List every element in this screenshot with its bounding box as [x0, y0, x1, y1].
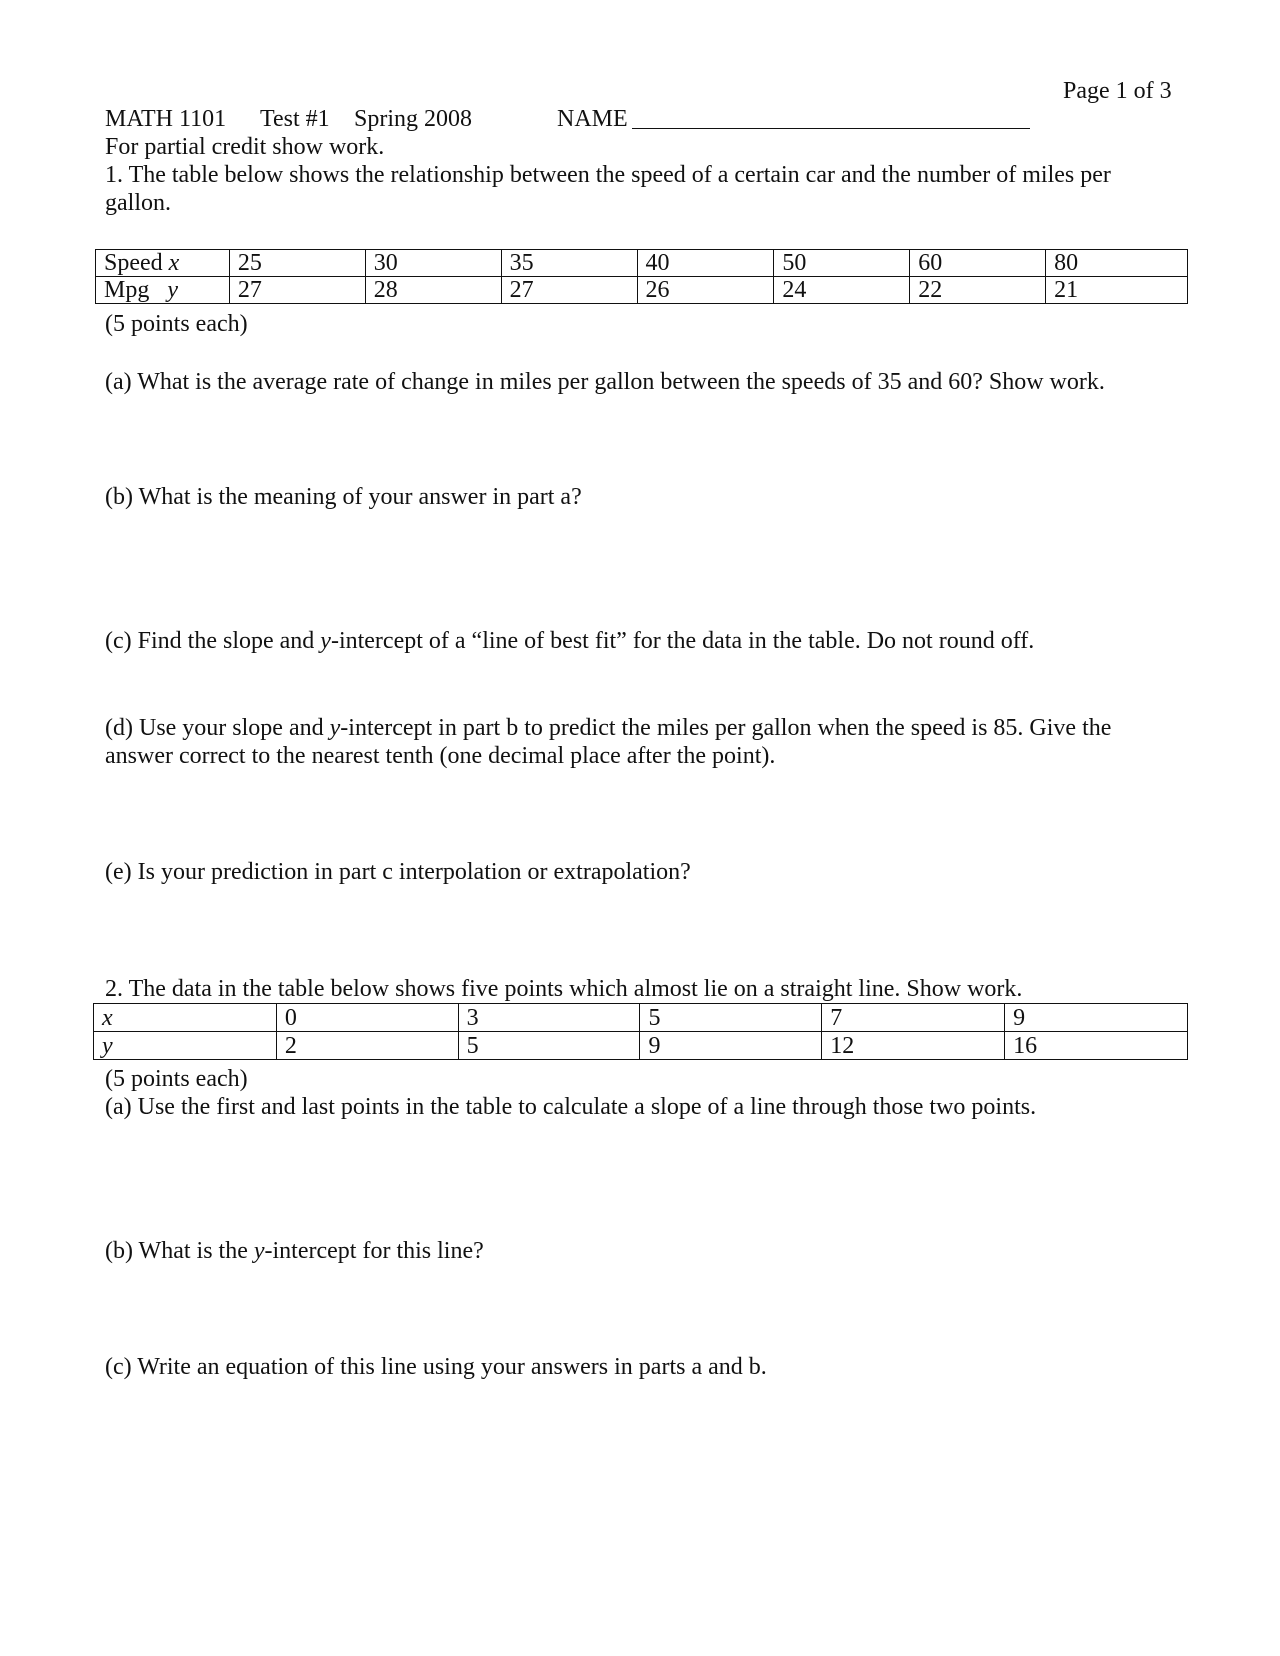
- table-cell: 5: [640, 1004, 822, 1032]
- test-term: Spring 2008: [354, 106, 473, 132]
- table-cell: 7: [822, 1004, 1005, 1032]
- table-cell: 30: [365, 250, 501, 277]
- xy-table: [93, 1003, 1188, 1060]
- table-cell: 27: [501, 277, 637, 304]
- table-cell: 60: [910, 250, 1046, 277]
- table-cell: 12: [822, 1032, 1005, 1060]
- table-row: [96, 250, 1188, 277]
- q2-part-a: (a) Use the first and last points in the table to calculate a slope of a line through those two points.: [105, 1094, 1037, 1120]
- q1-number: 1.: [105, 162, 123, 188]
- q1-part-c: (c) Find the slope and y-intercept of a “line of best fit” for the data in the table. Do not round off.: [105, 628, 1035, 654]
- row-header-mpg: Mpg y: [96, 277, 230, 304]
- table-row: [94, 1032, 1188, 1060]
- test-number: Test #1: [260, 106, 330, 132]
- q1-part-e: (e) Is your prediction in part c interpolation or extrapolation?: [105, 859, 691, 885]
- name-label: NAME: [557, 106, 628, 132]
- instructions: For partial credit show work.: [105, 134, 385, 160]
- table-cell: 9: [1005, 1004, 1188, 1032]
- table-cell: 27: [229, 277, 365, 304]
- table-cell: 0: [276, 1004, 458, 1032]
- table-row: [96, 277, 1188, 304]
- table-cell: 16: [1005, 1032, 1188, 1060]
- row-header-y: y: [94, 1032, 277, 1060]
- table-cell: 25: [229, 250, 365, 277]
- table-cell: 5: [458, 1032, 640, 1060]
- table-row: [94, 1004, 1188, 1032]
- row-header-speed: Speed x: [96, 250, 230, 277]
- course-code: MATH 1101: [105, 106, 227, 132]
- table-cell: 2: [276, 1032, 458, 1060]
- q1-intro: [105, 161, 1111, 189]
- page-number: Page 1 of 3: [1063, 78, 1172, 104]
- q1-points-note: (5 points each): [105, 311, 248, 337]
- table-cell: 35: [501, 250, 637, 277]
- q2-part-c: (c) Write an equation of this line using your answers in parts a and b.: [105, 1354, 767, 1380]
- q1-intro-line2: gallon.: [105, 190, 171, 216]
- table-cell: 22: [910, 277, 1046, 304]
- table-cell: 50: [774, 250, 910, 277]
- table-cell: 26: [637, 277, 774, 304]
- q1-part-a: (a) What is the average rate of change in miles per gallon between the speeds of 35 and 60? Show work.: [105, 369, 1105, 395]
- table-cell: 21: [1046, 277, 1188, 304]
- q1-part-d-line1: (d) Use your slope and y-intercept in part b to predict the miles per gallon when the speed is 85. Give the: [105, 715, 1112, 741]
- table-cell: 40: [637, 250, 774, 277]
- q2-intro: 2. The data in the table below shows five points which almost lie on a straight line. Show work.: [105, 976, 1023, 1002]
- table-cell: 9: [640, 1032, 822, 1060]
- table-cell: 24: [774, 277, 910, 304]
- table-cell: 80: [1046, 250, 1188, 277]
- q1-intro-line1: The table below shows the relationship between the speed of a certain car and the number of miles per: [128, 162, 1111, 188]
- table-cell: 3: [458, 1004, 640, 1032]
- name-blank-line[interactable]: [632, 128, 1030, 129]
- q1-part-d-line2: answer correct to the nearest tenth (one decimal place after the point).: [105, 743, 776, 769]
- speed-mpg-table: [95, 249, 1188, 304]
- table-cell: 28: [365, 277, 501, 304]
- q2-points-note: (5 points each): [105, 1066, 248, 1092]
- q1-part-b: (b) What is the meaning of your answer in part a?: [105, 484, 582, 510]
- q2-part-b: (b) What is the y-intercept for this line?: [105, 1238, 484, 1264]
- row-header-x: x: [94, 1004, 277, 1032]
